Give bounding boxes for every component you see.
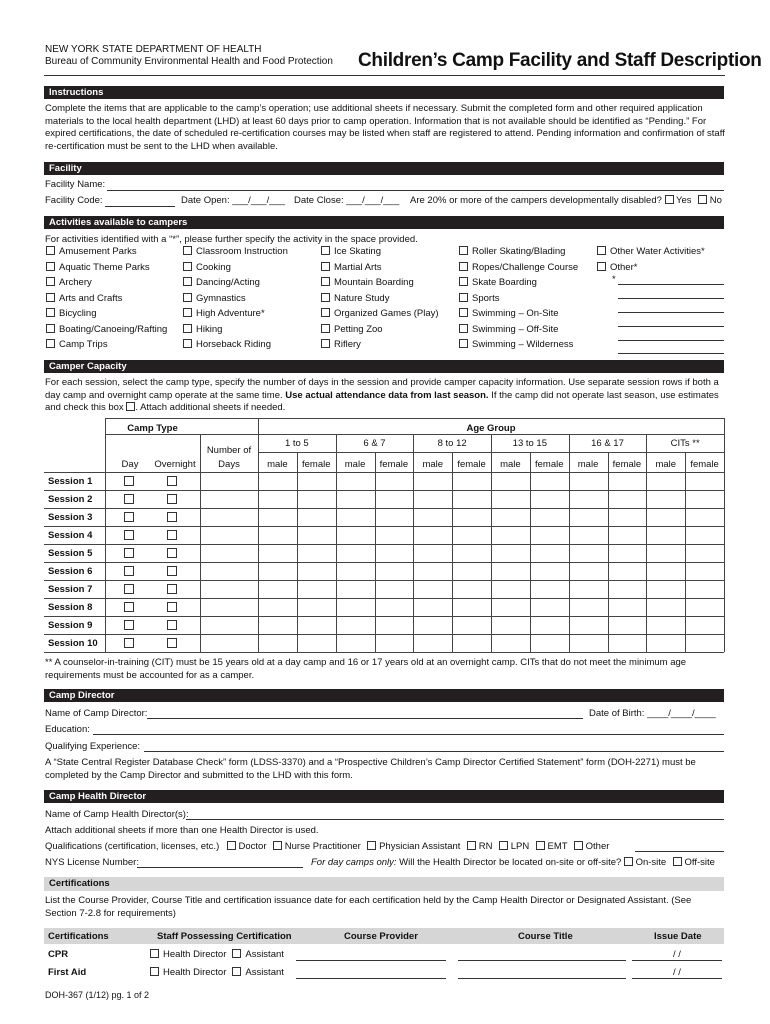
activity-label: Bicycling <box>59 308 97 319</box>
org-name: NEW YORK STATE DEPARTMENT OF HEALTH <box>45 44 262 55</box>
activities-intro: For activities identified with a “*”, please further specify the activity in the space provided. <box>45 234 418 245</box>
activity-checkbox[interactable] <box>183 262 192 271</box>
capacity-text-a: For each session, select the camp type, specify the number of days in the session and provide camper capacity information. Use separate session rows if both a day camp and overnight camp operate at the same time. <box>45 377 719 401</box>
certifications-text: List the Course Provider, Course Title and certification issuance date for each certification held by the Camp Health Director or Designated Assistant. (See Section 7-2.8 for requirements) <box>45 895 692 919</box>
activity-checkbox[interactable] <box>321 339 330 348</box>
activity-item[interactable] <box>459 339 573 350</box>
capacity-text <box>45 377 725 415</box>
health-director-name-field[interactable] <box>186 819 724 820</box>
activity-checkbox[interactable] <box>459 262 468 271</box>
qualification-label: EMT <box>547 841 568 852</box>
female-header: female <box>379 459 409 470</box>
qualification-checkbox[interactable] <box>227 841 236 850</box>
issue-date-line[interactable] <box>632 960 722 961</box>
offsite-checkbox[interactable] <box>673 857 682 866</box>
grid-line <box>105 434 724 435</box>
facility-code-row <box>45 195 103 206</box>
age-group-label: 6 & 7 <box>363 438 386 449</box>
session-label: Session 4 <box>48 530 93 541</box>
facility-name-label: Facility Name: <box>45 179 106 190</box>
activity-label: Ropes/Challenge Course <box>472 261 579 273</box>
activity-checkbox[interactable] <box>459 277 468 286</box>
activity-item[interactable] <box>321 324 383 335</box>
female-header: female <box>534 459 564 470</box>
num-days-header: Number of <box>206 445 252 456</box>
age-group-label: 8 to 12 <box>437 438 467 449</box>
activity-label: Camp Trips <box>59 339 108 350</box>
other-qual-field[interactable] <box>635 851 724 852</box>
activity-label: Other Water Activities* <box>610 246 705 257</box>
director-name-label: Name of Camp Director: <box>45 708 148 719</box>
activity-item[interactable] <box>459 308 559 319</box>
activity-checkbox[interactable] <box>459 324 468 333</box>
grid-line <box>105 418 106 652</box>
activity-checkbox[interactable] <box>597 262 606 271</box>
activity-checkbox[interactable] <box>46 308 55 317</box>
activity-item[interactable] <box>46 324 167 335</box>
director-note: A “State Central Register Database Check” form (LDSS-3370) and a “Prospective Children’s Camp Director Certified Statement” form (DOH-2271) must be completed by the Camp Director and submitted to the LHD with this form. <box>45 757 696 781</box>
grid-line <box>44 580 724 581</box>
male-header: male <box>267 459 288 470</box>
health-director-heading: Camp Health Director <box>44 790 724 803</box>
session-label: Session 7 <box>48 584 93 595</box>
overnight-header: Overnight <box>154 459 196 470</box>
female-header: female <box>301 459 331 470</box>
activity-label: Sports <box>472 292 500 304</box>
qualification-options <box>222 841 610 852</box>
grid-line <box>608 452 609 652</box>
activity-label: Mountain Boarding <box>334 277 414 288</box>
other-spec-line[interactable] <box>618 298 724 299</box>
facility-heading: Facility <box>44 162 724 175</box>
female-header: female <box>690 459 719 470</box>
date-close-field[interactable]: ___/___/___ <box>346 195 400 206</box>
activity-item[interactable] <box>183 293 246 304</box>
divider <box>44 75 725 76</box>
yes-checkbox[interactable] <box>665 195 674 204</box>
director-name-field[interactable] <box>147 718 583 719</box>
day-checkbox[interactable] <box>124 620 134 630</box>
other-spec-line[interactable] <box>618 326 724 327</box>
health-director-label: Health Director <box>163 949 227 960</box>
activity-checkbox[interactable] <box>46 293 55 302</box>
grid-line <box>44 544 724 545</box>
certifications-heading: Certifications <box>44 877 724 891</box>
activity-checkbox[interactable] <box>321 308 330 317</box>
activity-label: Roller Skating/Blading <box>472 246 566 257</box>
day-checkbox[interactable] <box>124 476 134 486</box>
activity-checkbox[interactable] <box>183 308 192 317</box>
activity-checkbox[interactable] <box>597 246 606 255</box>
session-label: Session 1 <box>48 476 93 487</box>
activity-checkbox[interactable] <box>321 293 330 302</box>
activity-label: Classroom Instruction <box>196 246 288 257</box>
activity-checkbox[interactable] <box>321 262 330 271</box>
activity-label: Arts and Crafts <box>59 292 123 304</box>
grid-line <box>44 490 724 491</box>
estimate-checkbox[interactable] <box>126 402 135 411</box>
qualification-label: Physician Assistant <box>379 841 461 852</box>
activity-item[interactable] <box>459 262 578 273</box>
activities-heading: Activities available to campers <box>44 216 724 229</box>
session-label: Session 8 <box>48 602 93 613</box>
activity-checkbox[interactable] <box>46 262 55 271</box>
education-label: Education: <box>45 724 90 735</box>
capacity-heading: Camper Capacity <box>44 360 724 373</box>
overnight-checkbox[interactable] <box>167 512 177 522</box>
activity-item[interactable] <box>183 246 288 257</box>
cert-col-provider: Course Provider <box>344 931 418 942</box>
day-camps-only: For day camps only: <box>311 857 397 868</box>
activity-label: Organized Games (Play) <box>334 308 439 319</box>
activity-label: Horseback Riding <box>196 339 271 350</box>
activity-item[interactable] <box>183 277 260 288</box>
age-group-label: CITs ** <box>670 438 700 449</box>
session-label: Session 9 <box>48 620 93 631</box>
activity-checkbox[interactable] <box>183 246 192 255</box>
assistant-label: Assistant <box>245 967 284 978</box>
cit-footnote: ** A counselor-in-training (CIT) must be 15 years old at a day camp and 16 or 17 years old at an overnight camp. CITs that do not meet the minimum age requirements must be accounted for as a camper. <box>45 657 687 681</box>
yes-label: Yes <box>676 195 692 206</box>
health-director-checkbox[interactable] <box>150 949 159 958</box>
activity-label: Martial Arts <box>334 261 382 273</box>
male-header: male <box>422 459 444 470</box>
activity-label: Ice Skating <box>334 246 381 257</box>
grid-line <box>44 616 724 617</box>
location-row <box>311 857 715 868</box>
facility-name-field[interactable] <box>107 190 724 191</box>
staff-options <box>150 967 284 978</box>
other-spec-line[interactable] <box>618 284 724 285</box>
cert-col-title: Course Title <box>518 931 573 942</box>
day-checkbox[interactable] <box>124 638 134 648</box>
activity-label: Swimming – Wilderness <box>472 339 574 350</box>
day-checkbox[interactable] <box>124 548 134 558</box>
dob-row <box>589 708 716 719</box>
day-checkbox[interactable] <box>124 512 134 522</box>
cert-col-date: Issue Date <box>654 931 702 942</box>
dob-label: Date of Birth: <box>589 708 645 719</box>
activity-item[interactable] <box>46 339 108 350</box>
experience-field[interactable] <box>144 751 724 752</box>
cert-name: CPR <box>48 949 69 960</box>
grid-line <box>44 562 724 563</box>
activity-checkbox[interactable] <box>46 277 55 286</box>
org-bureau: Bureau of Community Environmental Health and Food Protection <box>45 56 333 67</box>
overnight-checkbox[interactable] <box>167 566 177 576</box>
qualification-label: Nurse Practitioner <box>284 841 361 852</box>
num-days-header-2: Days <box>218 459 240 470</box>
activity-item[interactable] <box>321 277 414 288</box>
overnight-checkbox[interactable] <box>167 476 177 486</box>
activity-item[interactable] <box>459 324 558 335</box>
session-label: Session 6 <box>48 566 93 577</box>
activity-label: Skate Boarding <box>472 277 537 288</box>
activity-label: Dancing/Acting <box>196 277 260 288</box>
female-header: female <box>612 459 642 470</box>
capacity-text-b: If the camp did not operate last season, use estimates and check this box <box>45 389 719 413</box>
form-id: DOH-367 (1/12) pg. 1 of 2 <box>45 990 150 1000</box>
activity-item[interactable] <box>183 324 222 335</box>
instructions-text: Complete the items that are applicable to the camp’s operation; use additional sheets if necessary. Submit the completed form and other required application materials to the local health department (LHD) at least 60 days prior to camp operation. Information that is not available should be identified as “Pending.” For expired certifications, the date of scheduled re-certification courses may be listed when staff are registered to attend. Pending information and confirmation of staff re-certification must be sent to the LHD when available. <box>45 103 725 152</box>
grid-line <box>44 634 724 635</box>
attach-note: Attach additional sheets if more than one Health Director is used. <box>45 825 319 836</box>
other-asterisk: * <box>612 274 616 285</box>
overnight-checkbox[interactable] <box>167 584 177 594</box>
issue-date-field[interactable]: / / <box>673 967 681 978</box>
provider-field[interactable] <box>296 978 446 979</box>
female-header: female <box>457 459 486 470</box>
health-director-name-label: Name of Camp Health Director(s): <box>45 809 189 820</box>
qualification-checkbox[interactable] <box>574 841 583 850</box>
no-label: No <box>709 195 722 206</box>
day-header: Day <box>121 459 139 470</box>
cert-col-cert: Certifications <box>48 931 109 942</box>
overnight-checkbox[interactable] <box>167 530 177 540</box>
grid-line <box>44 472 724 473</box>
activity-item[interactable] <box>183 308 265 319</box>
qualifications-row <box>45 841 609 852</box>
activity-label: Cooking <box>196 261 231 273</box>
activity-checkbox[interactable] <box>459 246 468 255</box>
activity-item[interactable] <box>459 246 565 257</box>
header-org <box>45 44 333 68</box>
cert-col-staff: Staff Possessing Certification <box>157 931 292 942</box>
grid-line <box>258 418 259 652</box>
activity-checkbox[interactable] <box>321 324 330 333</box>
activity-label: Nature Study <box>334 292 390 304</box>
other-spec-line[interactable] <box>618 340 724 341</box>
assistant-checkbox[interactable] <box>232 949 241 958</box>
session-label: Session 10 <box>48 638 98 649</box>
session-label: Session 5 <box>48 548 93 559</box>
activity-checkbox[interactable] <box>321 277 330 286</box>
activity-label: Amusement Parks <box>59 246 137 257</box>
male-header: male <box>577 459 599 470</box>
male-header: male <box>655 459 677 470</box>
date-close-row <box>294 195 399 206</box>
date-open-row <box>181 195 285 206</box>
qualification-label: Other <box>585 841 610 852</box>
camp-type-header: Camp Type <box>127 423 178 434</box>
activity-label: Archery <box>59 277 92 288</box>
activity-checkbox[interactable] <box>46 339 55 348</box>
facility-code-field[interactable] <box>105 206 175 207</box>
cert-name: First Aid <box>48 967 87 978</box>
director-heading: Camp Director <box>44 689 724 702</box>
activity-checkbox[interactable] <box>183 324 192 333</box>
activity-item[interactable] <box>597 246 705 257</box>
overnight-checkbox[interactable] <box>167 548 177 558</box>
issue-date-line[interactable] <box>632 978 722 979</box>
age-group-label: 1 to 5 <box>284 438 309 449</box>
health-director-checkbox[interactable] <box>150 967 159 976</box>
capacity-text-c: . Attach additional sheets if needed. <box>135 402 286 413</box>
day-checkbox[interactable] <box>124 584 134 594</box>
activity-item[interactable] <box>46 293 122 304</box>
activity-checkbox[interactable] <box>183 277 192 286</box>
activity-item[interactable] <box>46 246 137 257</box>
no-checkbox[interactable] <box>698 195 707 204</box>
activity-item[interactable] <box>46 308 97 319</box>
activity-item[interactable] <box>459 293 499 304</box>
education-field[interactable] <box>93 734 724 735</box>
activity-item[interactable] <box>321 246 381 257</box>
license-field[interactable] <box>137 867 303 868</box>
session-label: Session 3 <box>48 512 93 523</box>
qualification-checkbox[interactable] <box>499 841 508 850</box>
age-group-header: Age Group <box>466 423 516 434</box>
overnight-checkbox[interactable] <box>167 620 177 630</box>
age-group-label: 16 & 17 <box>591 438 624 449</box>
activity-label: Petting Zoo <box>334 323 383 335</box>
activity-item[interactable] <box>597 262 637 273</box>
facility-name-row <box>45 179 105 190</box>
experience-label: Qualifying Experience: <box>45 741 141 752</box>
activity-checkbox[interactable] <box>183 339 192 348</box>
qualification-checkbox[interactable] <box>536 841 545 850</box>
qualification-label: Doctor <box>238 841 267 852</box>
qualification-checkbox[interactable] <box>467 841 476 850</box>
facility-code-label: Facility Code: <box>45 195 103 206</box>
male-header: male <box>500 459 521 470</box>
course-title-field[interactable] <box>458 960 626 961</box>
day-checkbox[interactable] <box>124 602 134 612</box>
date-open-field[interactable]: ___/___/___ <box>232 195 286 206</box>
course-title-field[interactable] <box>458 978 626 979</box>
health-director-label: Health Director <box>163 967 227 978</box>
grid-line <box>44 598 724 599</box>
activity-item[interactable] <box>321 339 361 350</box>
qualification-checkbox[interactable] <box>273 841 282 850</box>
qualifications-label: Qualifications (certification, licenses, etc.) <box>45 841 220 852</box>
offsite-label: Off-site <box>684 857 715 868</box>
page-title: Children’s Camp Facility and Staff Description <box>358 50 762 71</box>
activity-checkbox[interactable] <box>46 246 55 255</box>
license-label: NYS License Number: <box>45 857 139 868</box>
session-label: Session 2 <box>48 494 93 505</box>
assistant-checkbox[interactable] <box>232 967 241 976</box>
activity-checkbox[interactable] <box>459 293 468 302</box>
instructions-heading: Instructions <box>44 86 724 99</box>
grid-line <box>452 452 453 652</box>
dob-field[interactable]: ____/____/____ <box>647 708 716 719</box>
activity-item[interactable] <box>46 277 92 288</box>
overnight-checkbox[interactable] <box>167 602 177 612</box>
qualification-checkbox[interactable] <box>367 841 376 850</box>
activity-label: Riflery <box>334 339 361 350</box>
other-spec-line[interactable] <box>618 353 724 354</box>
capacity-text-bold: Use actual attendance data from last season. <box>285 389 489 401</box>
overnight-checkbox[interactable] <box>167 494 177 504</box>
activity-item[interactable] <box>321 293 389 304</box>
activity-checkbox[interactable] <box>459 308 468 317</box>
activity-label: Hiking <box>196 323 223 335</box>
male-header: male <box>344 459 366 470</box>
grid-line <box>44 526 724 527</box>
activity-item[interactable] <box>321 262 382 273</box>
day-checkbox[interactable] <box>124 530 134 540</box>
day-checkbox[interactable] <box>124 494 134 504</box>
issue-date-field[interactable]: / / <box>673 949 681 960</box>
activity-checkbox[interactable] <box>321 246 330 255</box>
onsite-checkbox[interactable] <box>624 857 633 866</box>
activity-item[interactable] <box>46 262 150 273</box>
date-close-label: Date Close: <box>294 195 344 206</box>
activity-item[interactable] <box>321 308 439 319</box>
qualification-label: LPN <box>510 841 530 852</box>
location-question: Will the Health Director be located on-site or off-site? <box>396 857 622 868</box>
activity-label: High Adventure* <box>196 308 265 319</box>
activity-label: Aquatic Theme Parks <box>59 261 150 273</box>
activity-item[interactable] <box>183 339 271 350</box>
onsite-label: On-site <box>635 857 667 868</box>
provider-field[interactable] <box>296 960 446 961</box>
overnight-checkbox[interactable] <box>167 638 177 648</box>
other-spec-line[interactable] <box>618 312 724 313</box>
activity-label: Boating/Canoeing/Rafting <box>59 323 168 335</box>
assistant-label: Assistant <box>245 949 284 960</box>
grid-line <box>724 418 725 652</box>
grid-line <box>685 452 686 652</box>
activity-label: Gymnastics <box>196 292 246 304</box>
disabled-question-row <box>410 195 722 206</box>
activity-item[interactable] <box>459 277 537 288</box>
grid-line <box>44 508 724 509</box>
grid-line <box>530 452 531 652</box>
disabled-question: Are 20% or more of the campers developmentally disabled? <box>410 195 662 206</box>
date-open-label: Date Open: <box>181 195 230 206</box>
grid-line <box>44 652 724 653</box>
activity-item[interactable] <box>183 262 231 273</box>
activity-label: Swimming – Off-Site <box>472 323 559 335</box>
activity-label: Other* <box>610 261 638 273</box>
activity-label: Swimming – On-Site <box>472 308 559 319</box>
grid-line <box>297 452 298 652</box>
activity-checkbox[interactable] <box>46 324 55 333</box>
grid-line <box>105 418 724 419</box>
staff-options <box>150 949 284 960</box>
day-checkbox[interactable] <box>124 566 134 576</box>
grid-line <box>375 452 376 652</box>
activity-checkbox[interactable] <box>459 339 468 348</box>
age-group-label: 13 to 15 <box>512 438 547 449</box>
grid-line <box>200 434 201 652</box>
activity-checkbox[interactable] <box>183 293 192 302</box>
qualification-label: RN <box>478 841 493 852</box>
